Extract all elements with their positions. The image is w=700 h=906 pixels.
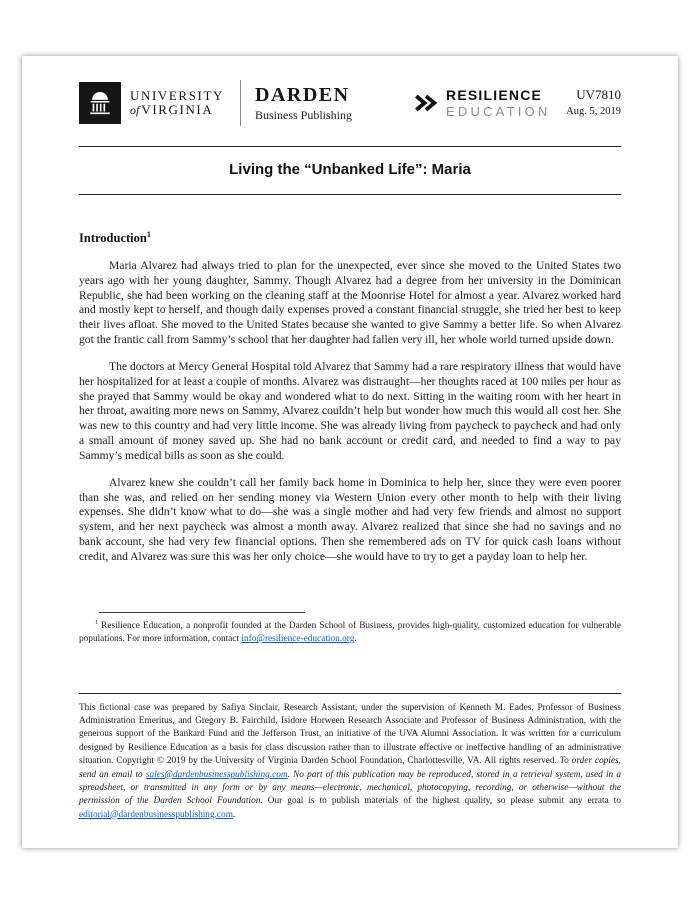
resilience-chevrons-icon [414, 93, 438, 113]
case-body [79, 231, 621, 577]
footer-rule [79, 693, 621, 694]
uva-wordmark-line1: UNIVERSITY [130, 87, 224, 103]
footnote-separator [99, 612, 305, 613]
title-band [79, 147, 621, 194]
title-bottom-rule [79, 194, 621, 195]
body-paragraph: The doctors at Mercy General Hospital told Alvarez that Sammy had a rare respiratory illness that would have her hospitalized for at least a couple of months. Alvarez was distraught—her thoughts raced at 100 miles per hour as she prayed that Sammy would be okay and wondered what to do next. Sitting in the waiting room with her heart in her throat, awaiting more news on Sammy, Alvarez couldn’t help but wonder how much this would all cost her. She was new to this country and had very little income. She was already living from paycheck to paycheck and had only a small amount of money saved up. She had no bank account or credit card, and needed to find a way to pay Sammy’s medical bills as soon as she could. [79, 359, 621, 462]
text-segment: This fictional case was prepared by Safiya Sinclair, Research Assistant, under the supervision of Kenneth M. Eades, Professor of Business Administration Emeritus, and Gregory B. Fairchild, Isidore Horween Research Associate and Professor of Business Administration, with the generous support of the Bankard Fund and the Jefferson Trust, an initiative of the UVA Alumni Association. It was written for a curriculum designed by Resilience Education as a basis for class discussion rather than to illustrate effective or ineffective handling of an administrative situation. Copyright © 2019 by the University of Virginia Darden School Foundation, Charlottesville, VA. All rights reserved. [79, 702, 621, 767]
resilience-name: RESILIENCE [446, 86, 543, 103]
email-link[interactable]: info@resilience-education.org [241, 634, 355, 645]
document-id-block [566, 87, 621, 118]
footnote-block [79, 612, 621, 647]
darden-name: DARDEN [255, 83, 350, 106]
text-segment: Our goal is to publish materials of the highest quality, so please submit any errata to [267, 796, 622, 807]
copyright-notice [79, 702, 621, 822]
section-heading-introduction [79, 231, 621, 246]
darden-logo [255, 84, 352, 122]
email-link[interactable]: editorial@dardenbusinesspublishing.com [79, 809, 233, 820]
page-title: Living the “Unbanked Life”: Maria [229, 161, 471, 178]
resilience-wordmark [446, 88, 550, 118]
resilience-tagline: EDUCATION [446, 103, 551, 119]
text-segment: Resilience Education, a nonprofit founded at the Darden School of Business, provides high-quality, customized education for vulnerable populations. For more information, contact [79, 620, 621, 645]
footnote-content [79, 621, 621, 644]
footnote-number: 1 [95, 619, 99, 626]
text-segment: . [232, 809, 236, 820]
uva-rotunda-icon [79, 82, 121, 124]
uva-wordmark-of: of [130, 103, 140, 117]
email-link[interactable]: sales@dardenbusinesspublishing.com [145, 769, 288, 780]
body-paragraph: Maria Alvarez had always tried to plan for the unexpected, ever since she moved to the United States two years ago with her young daughter, Sammy. Though Alvarez had a degree from her university in the Dominican Republic, she had been working on the cleaning staff at the Moonrise Hotel for almost a year. Alvarez worked hard and mostly kept to herself, and though daily expenses proved a constant financial struggle, she tried her best to keep their lives afloat. She moved to the United States because she wanted to give Sammy a better life. So when Alvarez got the frantic call from Sammy’s school that her daughter had fallen very ill, her whole world turned upside down. [79, 259, 621, 347]
body-paragraph: Alvarez knew she couldn’t call her family back home in Dominica to help her, since they were even poorer than she was, and relied on her sending money via Western Union every other month to help with their living expenses. She didn’t know what to do—she was a single mother and had very few friends and almost no support system, and her next paycheck was almost a month away. Alvarez realized that since she had no savings and no bank account, she had very few financial options. Then she remembered ads on TV for quick cash loans without credit, and Alvarez was sure this was her only choice—she would have to try to get a payday loan to help her. [79, 475, 621, 563]
uva-wordmark [130, 89, 224, 118]
section-heading-text: Introduction [79, 231, 147, 245]
uva-wordmark-line2 [130, 103, 224, 117]
text-segment: . No part of this publication may be reproduced, stored in a retrieval system, used in a spreadsheet, or transmitted in any form or by any means—electronic, mechanical, photocopying, recording, or otherwise—without the permission of the Darden School Foundation. [79, 769, 621, 807]
header-divider [240, 80, 241, 126]
footnote [79, 620, 621, 647]
darden-tagline: Business Publishing [255, 107, 353, 122]
footnote-reference: 1 [146, 229, 151, 239]
resilience-education-logo [414, 88, 550, 118]
text-segment: To order copies, send an email to [79, 756, 621, 780]
footer-block [79, 693, 621, 822]
document-header [79, 80, 621, 126]
uva-wordmark-virginia: VIRGINIA [141, 102, 214, 117]
document-date: Aug. 5, 2019 [566, 106, 621, 117]
case-document-page [22, 56, 678, 848]
text-segment: . [354, 634, 357, 645]
document-number: UV7810 [576, 87, 621, 103]
uva-logo [79, 82, 224, 124]
